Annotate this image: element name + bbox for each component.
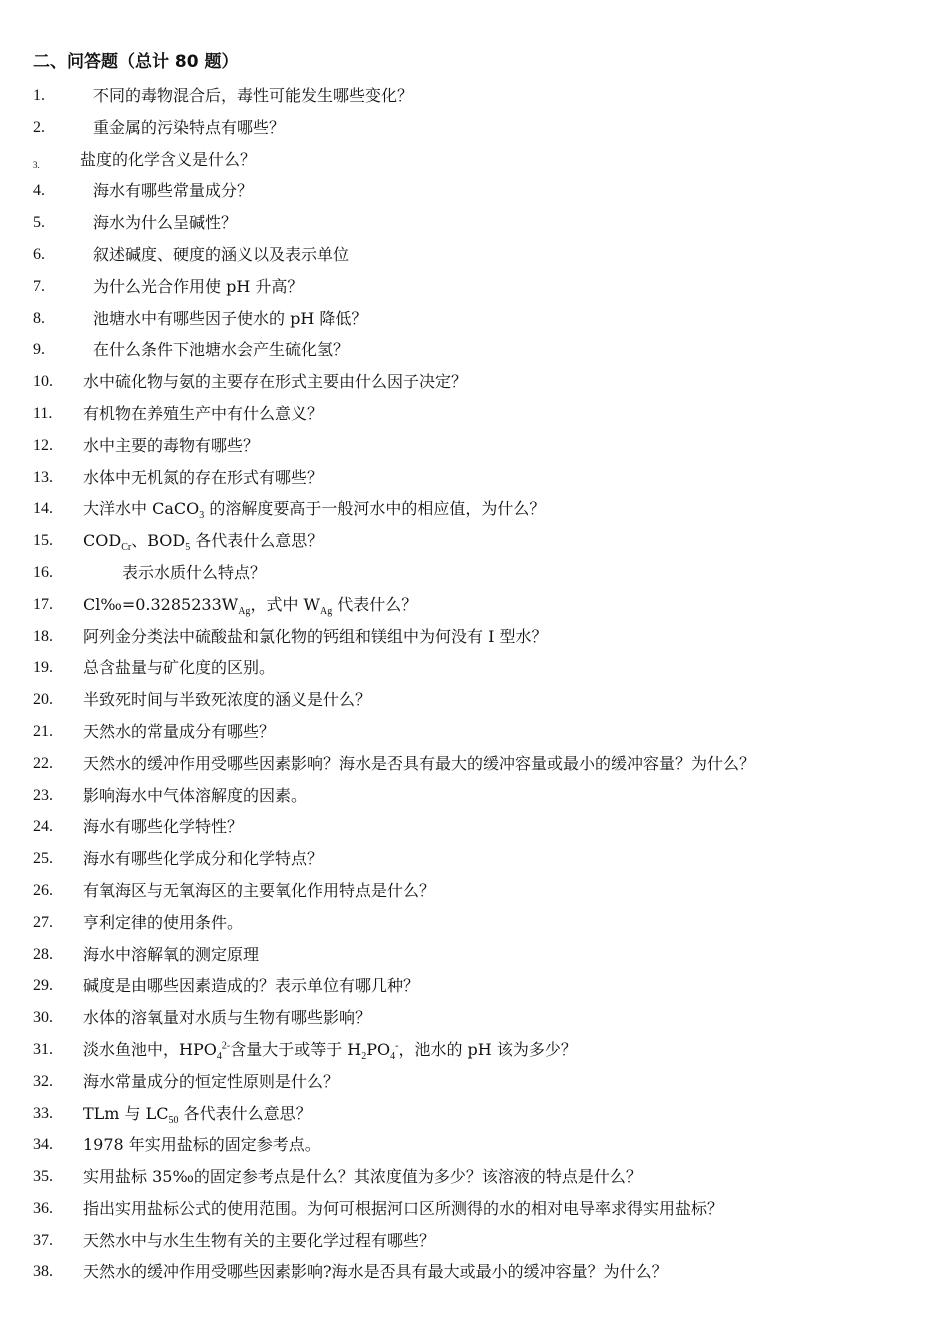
question-number: 15. <box>33 532 53 550</box>
question-text: 海水为什么呈碱性？ <box>93 213 238 233</box>
question-number: 28. <box>33 945 53 963</box>
question-text: 1978 年实用盐标的固定参考点。 <box>83 1135 321 1155</box>
question-number: 25. <box>33 850 53 868</box>
question-item <box>0 1002 950 1034</box>
question-item <box>0 366 950 398</box>
question-text: 盐度的化学含义是什么？ <box>80 149 257 169</box>
subscript: 50 <box>168 1114 179 1126</box>
question-number: 12. <box>33 436 53 454</box>
text-part: TLm 与 LC <box>83 1103 169 1123</box>
question-text: 海水有哪些化学特性？ <box>83 817 244 837</box>
text-part: 含量大于或等于 H <box>230 1039 362 1059</box>
subscript: 3 <box>199 510 205 522</box>
question-number: 4. <box>33 182 45 200</box>
subscript: Ag <box>319 605 333 617</box>
question-text: 天然水的缓冲作用受哪些因素影响？海水是否具有最大的缓冲容量或最小的缓冲容量？为什么？ <box>83 753 756 773</box>
question-number: 24. <box>33 818 53 836</box>
question-text: 为什么光合作用使 pH 升高？ <box>93 276 304 296</box>
question-text: 水体中无机氮的存在形式有哪些？ <box>83 467 324 487</box>
question-number: 30. <box>33 1009 53 1027</box>
question-list <box>0 80 950 1288</box>
question-item <box>0 112 950 144</box>
question-text: 指出实用盐标公式的使用范围。为何可根据河口区所测得的水的相对电导率求得实用盐标？ <box>83 1198 724 1218</box>
question-item <box>0 907 950 939</box>
question-item <box>0 1034 950 1066</box>
question-item <box>0 557 950 589</box>
question-item <box>0 175 950 207</box>
question-item <box>0 1098 950 1130</box>
question-text: 重金属的污染特点有哪些？ <box>93 117 286 137</box>
superscript: 2- <box>221 1040 231 1052</box>
question-text: 不同的毒物混合后，毒性可能发生哪些变化？ <box>93 86 414 105</box>
subscript: Cr <box>121 542 132 554</box>
question-item <box>0 525 950 557</box>
section-heading: 二、问答题（总计 80 题） <box>33 52 239 72</box>
question-number: 16. <box>33 563 53 581</box>
question-text: 有机物在养殖生产中有什么意义？ <box>83 403 324 423</box>
question-number: 29. <box>33 977 53 995</box>
question-item <box>0 334 950 366</box>
question-number: 19. <box>33 659 53 677</box>
question-text: 天然水的缓冲作用受哪些因素影响?海水是否具有最大或最小的缓冲容量？为什么？ <box>83 1262 668 1282</box>
question-text: 海水常量成分的恒定性原则是什么？ <box>83 1071 340 1091</box>
question-number: 34. <box>33 1136 53 1154</box>
text-part: 各代表什么意思？ <box>190 531 324 551</box>
question-number: 20. <box>33 691 53 709</box>
question-item <box>0 1161 950 1193</box>
question-text <box>83 1034 577 1066</box>
question-item <box>0 875 950 907</box>
question-item <box>0 652 950 684</box>
question-text: 有氧海区与无氧海区的主要氧化作用特点是什么？ <box>83 880 436 900</box>
question-text: 半致死时间与半致死浓度的涵义是什么？ <box>83 690 372 710</box>
text-part: 各代表什么意思？ <box>178 1103 312 1123</box>
question-number: 22. <box>33 754 53 772</box>
question-item <box>0 970 950 1002</box>
text-part: COD <box>83 531 122 551</box>
text-part: 、BOD <box>131 531 186 551</box>
question-item <box>0 239 950 271</box>
question-number: 8. <box>33 309 45 327</box>
question-number: 31. <box>33 1040 53 1058</box>
question-text: 表示水质什么特点？ <box>122 562 267 582</box>
question-item <box>0 207 950 239</box>
question-item <box>0 780 950 812</box>
text-part: ，池水的 pH 该为多少？ <box>398 1039 577 1059</box>
subscript: 4 <box>216 1051 222 1063</box>
text-part: 大洋水中 CaCO <box>83 499 200 519</box>
question-text: 阿列金分类法中硫酸盐和氯化物的钙组和镁组中为何没有 I 型水？ <box>83 626 548 646</box>
question-number: 5. <box>33 214 45 232</box>
question-text: 海水有哪些化学成分和化学特点？ <box>83 849 324 869</box>
question-item <box>0 811 950 843</box>
question-number: 18. <box>33 627 53 645</box>
subscript: 2 <box>361 1051 367 1063</box>
question-item <box>0 271 950 303</box>
question-number: 17. <box>33 595 53 613</box>
question-item <box>0 1193 950 1225</box>
question-item <box>0 684 950 716</box>
question-text: 水中硫化物与氨的主要存在形式主要由什么因子决定？ <box>83 372 468 392</box>
question-number: 36. <box>33 1199 53 1217</box>
question-text: 总含盐量与矿化度的区别。 <box>83 658 276 678</box>
question-text: 天然水中与水生生物有关的主要化学过程有哪些？ <box>83 1230 436 1250</box>
text-part: Cl‰=0.3285233W <box>83 594 239 614</box>
question-text: 水中主要的毒物有哪些？ <box>83 435 260 455</box>
question-item <box>0 621 950 653</box>
question-number: 26. <box>33 881 53 899</box>
subscript: 5 <box>185 542 191 554</box>
question-item <box>0 843 950 875</box>
question-item <box>0 1129 950 1161</box>
question-item <box>0 144 950 176</box>
question-text: 实用盐标 35‰的固定参考点是什么？其浓度值为多少？该溶液的特点是什么？ <box>83 1167 642 1187</box>
question-number: 33. <box>33 1104 53 1122</box>
question-text: 池塘水中有哪些因子使水的 pH 降低？ <box>93 308 368 328</box>
question-item <box>0 493 950 525</box>
question-number: 38. <box>33 1263 53 1281</box>
question-number: 6. <box>33 245 45 263</box>
question-item <box>0 398 950 430</box>
text-part: ，式中 W <box>250 594 320 614</box>
subscript: Ag <box>238 605 251 617</box>
question-text: 海水有哪些常量成分？ <box>93 181 254 201</box>
text-part: 淡水鱼池中，HPO <box>83 1039 217 1059</box>
question-number: 21. <box>33 722 53 740</box>
question-number: 2. <box>33 118 45 136</box>
question-item <box>0 1225 950 1257</box>
question-item <box>0 430 950 462</box>
text-part: 代表什么？ <box>332 594 418 614</box>
question-number: 11. <box>33 404 53 422</box>
question-text <box>83 493 545 525</box>
question-number: 13. <box>33 468 53 486</box>
question-item <box>0 462 950 494</box>
question-text: 碱度是由哪些因素造成的？表示单位有哪几种？ <box>83 976 420 996</box>
question-text: 天然水的常量成分有哪些？ <box>83 721 276 741</box>
text-part: PO <box>366 1039 391 1059</box>
question-text <box>83 1098 312 1130</box>
question-text: 在什么条件下池塘水会产生硫化氢？ <box>93 340 350 360</box>
superscript: - <box>395 1040 399 1052</box>
question-item <box>0 1256 950 1288</box>
question-number: 32. <box>33 1072 53 1090</box>
question-text: 亨利定律的使用条件。 <box>83 912 244 932</box>
question-item <box>0 303 950 335</box>
question-number: 10. <box>33 373 53 391</box>
question-text <box>83 589 417 621</box>
question-item <box>0 748 950 780</box>
text-part: 的溶解度要高于一般河水中的相应值，为什么？ <box>204 499 546 519</box>
question-number: 35. <box>33 1168 53 1186</box>
question-item <box>0 80 950 112</box>
question-number: 23. <box>33 786 53 804</box>
question-text <box>83 525 323 557</box>
question-text: 影响海水中气体溶解度的因素。 <box>83 785 308 805</box>
question-text: 海水中溶解氧的测定原理 <box>83 944 260 964</box>
question-item <box>0 716 950 748</box>
question-item <box>0 589 950 621</box>
question-number: 3. <box>33 159 40 170</box>
question-number: 9. <box>33 341 45 359</box>
question-number: 27. <box>33 913 53 931</box>
question-number: 14. <box>33 500 53 518</box>
question-number: 1. <box>33 87 45 104</box>
question-number: 37. <box>33 1231 53 1249</box>
question-item <box>0 939 950 971</box>
question-number: 7. <box>33 277 45 295</box>
question-text: 叙述碱度、硬度的涵义以及表示单位 <box>93 244 350 264</box>
subscript: 4 <box>390 1051 396 1063</box>
question-item <box>0 1066 950 1098</box>
question-text: 水体的溶氧量对水质与生物有哪些影响？ <box>83 1008 372 1028</box>
